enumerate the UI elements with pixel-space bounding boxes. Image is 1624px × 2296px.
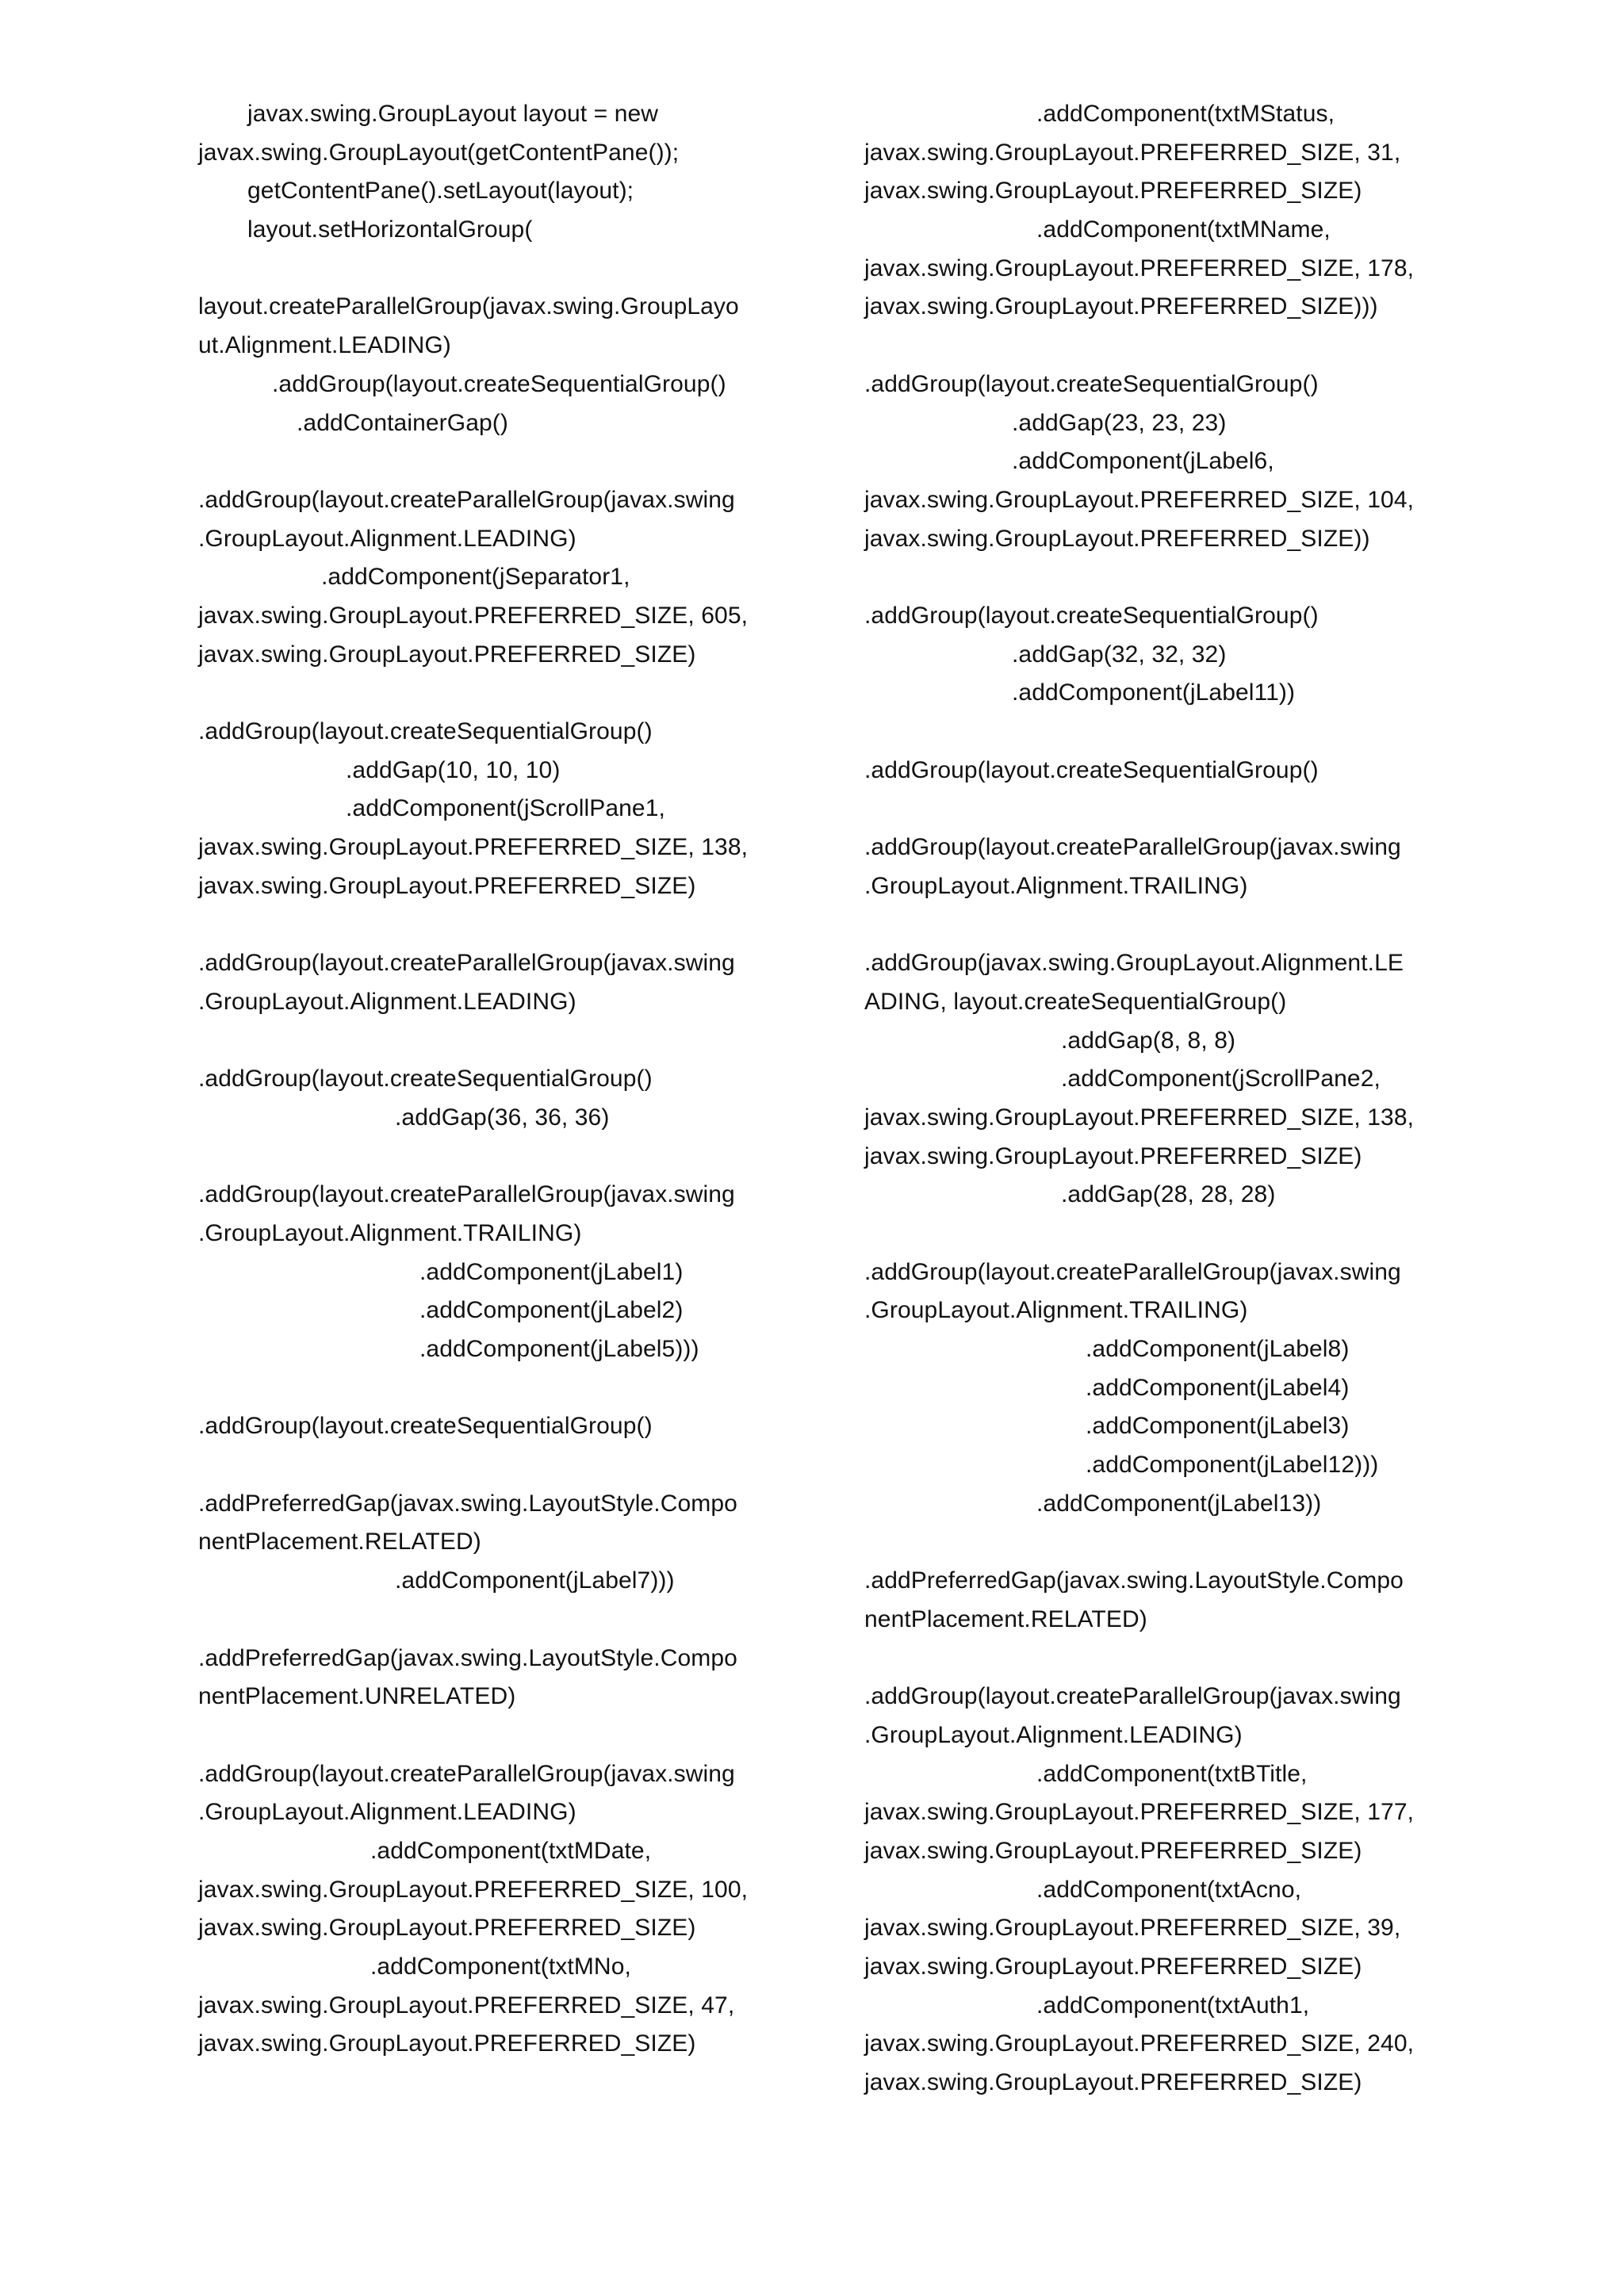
code-line: .addPreferredGap(javax.swing.LayoutStyle.Compo [198, 1490, 737, 1517]
code-line: .addGroup(layout.createParallelGroup(javax.swing [864, 834, 1401, 861]
code-line: .GroupLayout.Alignment.LEADING) [198, 1799, 576, 1826]
code-line: javax.swing.GroupLayout.PREFERRED_SIZE, 100, [198, 1876, 749, 1903]
code-line: getContentPane().setLayout(layout); [247, 178, 634, 205]
code-line: .addContainerGap() [297, 409, 508, 436]
code-line: .addComponent(jLabel1) [419, 1258, 684, 1285]
code-line: .addGroup(layout.createSequentialGroup() [864, 602, 1319, 629]
code-line: javax.swing.GroupLayout.PREFERRED_SIZE) [864, 178, 1362, 205]
code-line: javax.swing.GroupLayout.PREFERRED_SIZE, 47, [198, 1992, 735, 2019]
code-line: .addComponent(txtMName, [1036, 216, 1331, 243]
code-line [864, 905, 1467, 944]
code-line: .addGap(10, 10, 10) [346, 756, 561, 783]
code-line: .GroupLayout.Alignment.LEADING) [198, 988, 576, 1015]
code-line: .addComponent(txtMDate, [370, 1837, 652, 1864]
code-line: .addGroup(layout.createParallelGroup(javax.swing [198, 486, 735, 513]
code-line: .addComponent(txtAuth1, [1036, 1992, 1310, 2019]
code-line: .addComponent(jScrollPane1, [346, 795, 665, 822]
code-line: javax.swing.GroupLayout.PREFERRED_SIZE, 177, [864, 1799, 1415, 1826]
code-line: javax.swing.GroupLayout.PREFERRED_SIZE) [864, 1142, 1362, 1169]
code-line: .addGroup(layout.createParallelGroup(javax.swing [864, 1683, 1401, 1710]
code-line [198, 1716, 801, 1755]
code-line: javax.swing.GroupLayout.PREFERRED_SIZE) [864, 2069, 1362, 2096]
code-line: .addGroup(layout.createSequentialGroup() [864, 370, 1319, 397]
code-line: .GroupLayout.Alignment.LEADING) [864, 1721, 1243, 1748]
code-line: javax.swing.GroupLayout.PREFERRED_SIZE, 138, [864, 1104, 1415, 1131]
code-column-right [864, 95, 1467, 2103]
code-line: ADING, layout.createSequentialGroup() [864, 988, 1287, 1015]
code-line: .addComponent(jLabel3) [1086, 1413, 1350, 1440]
code-line [198, 674, 801, 713]
code-line: .addComponent(jLabel7))) [395, 1567, 675, 1594]
code-line [864, 1523, 1467, 1562]
code-line [864, 327, 1467, 365]
code-line: javax.swing.GroupLayout.PREFERRED_SIZE, 31, [864, 139, 1401, 166]
code-line: layout.setHorizontalGroup( [247, 216, 533, 243]
code-line: javax.swing.GroupLayout.PREFERRED_SIZE) [864, 1954, 1362, 1980]
code-line: .addComponent(jScrollPane2, [1061, 1066, 1381, 1093]
code-line: nentPlacement.RELATED) [864, 1605, 1147, 1632]
code-line: .addGroup(layout.createParallelGroup(javax.swing [198, 1181, 735, 1208]
code-line: .addComponent(jLabel5))) [419, 1336, 699, 1362]
code-line: .GroupLayout.Alignment.TRAILING) [864, 1297, 1248, 1324]
code-line: .addComponent(jLabel8) [1086, 1336, 1350, 1362]
code-line [864, 790, 1467, 828]
code-line: .addComponent(jLabel13)) [1036, 1490, 1322, 1517]
code-line [198, 1601, 801, 1640]
code-line [864, 1215, 1467, 1253]
code-line: .addComponent(txtMNo, [370, 1954, 631, 1980]
code-line: .addGap(32, 32, 32) [1012, 641, 1227, 668]
code-line: .addPreferredGap(javax.swing.LayoutStyle.Compo [864, 1567, 1404, 1594]
code-line [198, 1369, 801, 1408]
code-line: .addGroup(layout.createParallelGroup(javax.swing [864, 1258, 1401, 1285]
code-line: javax.swing.GroupLayout.PREFERRED_SIZE) [864, 1837, 1362, 1864]
code-line: javax.swing.GroupLayout.PREFERRED_SIZE, 104, [864, 486, 1415, 513]
code-line: javax.swing.GroupLayout.PREFERRED_SIZE) [198, 2030, 696, 2057]
code-line: javax.swing.GroupLayout.PREFERRED_SIZE) [198, 641, 696, 668]
code-line: .GroupLayout.Alignment.TRAILING) [198, 1219, 582, 1246]
code-line [864, 713, 1467, 752]
code-line: javax.swing.GroupLayout.PREFERRED_SIZE, 240, [864, 2030, 1415, 2057]
code-line: .addGroup(layout.createSequentialGroup() [198, 1066, 653, 1093]
code-line: javax.swing.GroupLayout.PREFERRED_SIZE, 39, [864, 1915, 1401, 1942]
code-line: javax.swing.GroupLayout.PREFERRED_SIZE, 178, [864, 254, 1415, 281]
code-line: .addComponent(jLabel11)) [1012, 679, 1296, 706]
code-line: .addComponent(jLabel12))) [1086, 1452, 1379, 1479]
code-line: javax.swing.GroupLayout.PREFERRED_SIZE))) [864, 293, 1378, 320]
code-line [198, 1446, 801, 1485]
code-line: .addGap(36, 36, 36) [395, 1104, 610, 1131]
code-line: .addComponent(jSeparator1, [321, 564, 630, 591]
code-line: .addComponent(txtBTitle, [1036, 1760, 1308, 1787]
code-line: javax.swing.GroupLayout.PREFERRED_SIZE) [198, 1915, 696, 1942]
code-line: javax.swing.GroupLayout(getContentPane()); [198, 139, 680, 166]
code-line: nentPlacement.UNRELATED) [198, 1683, 516, 1710]
code-line: .addComponent(jLabel6, [1012, 448, 1274, 475]
code-line: javax.swing.GroupLayout.PREFERRED_SIZE, 138, [198, 834, 749, 861]
code-line: .addGap(28, 28, 28) [1061, 1181, 1276, 1208]
code-line [198, 1022, 801, 1061]
code-line: .addGap(23, 23, 23) [1012, 409, 1227, 436]
code-line: javax.swing.GroupLayout.PREFERRED_SIZE) [198, 872, 696, 899]
code-line: .addComponent(jLabel2) [419, 1297, 684, 1324]
code-line: .addGap(8, 8, 8) [1061, 1027, 1236, 1054]
code-line: .addGroup(layout.createSequentialGroup() [198, 718, 653, 744]
code-line: .addComponent(txtAcno, [1036, 1876, 1302, 1903]
code-line: .addGroup(layout.createParallelGroup(javax.swing [198, 1760, 735, 1787]
code-line: javax.swing.GroupLayout.PREFERRED_SIZE)) [864, 525, 1370, 552]
code-line: nentPlacement.RELATED) [198, 1529, 481, 1556]
code-line [198, 1138, 801, 1177]
code-line: .addGroup(layout.createSequentialGroup() [198, 1413, 653, 1440]
code-line [198, 250, 801, 289]
code-line [198, 905, 801, 944]
code-line: ut.Alignment.LEADING) [198, 332, 451, 359]
code-line [864, 558, 1467, 597]
code-line [864, 1640, 1467, 1678]
code-line [198, 442, 801, 481]
code-line: .addGroup(layout.createSequentialGroup() [272, 370, 726, 397]
code-line: javax.swing.GroupLayout.PREFERRED_SIZE, 605, [198, 602, 749, 629]
code-line: .addPreferredGap(javax.swing.LayoutStyle.Compo [198, 1644, 737, 1671]
code-line: .addGroup(layout.createSequentialGroup() [864, 756, 1319, 783]
code-line: .addComponent(jLabel4) [1086, 1374, 1350, 1401]
code-line: .addGroup(javax.swing.GroupLayout.Alignment.LE [864, 950, 1404, 977]
code-line: .addGroup(layout.createParallelGroup(javax.swing [198, 950, 735, 977]
code-line: .addComponent(txtMStatus, [1036, 101, 1335, 127]
code-line: .GroupLayout.Alignment.LEADING) [198, 525, 576, 552]
code-column-left [198, 95, 801, 2064]
code-line: layout.createParallelGroup(javax.swing.GroupLayo [198, 293, 739, 320]
code-line: .GroupLayout.Alignment.TRAILING) [864, 872, 1248, 899]
code-line: javax.swing.GroupLayout layout = new [247, 101, 659, 127]
